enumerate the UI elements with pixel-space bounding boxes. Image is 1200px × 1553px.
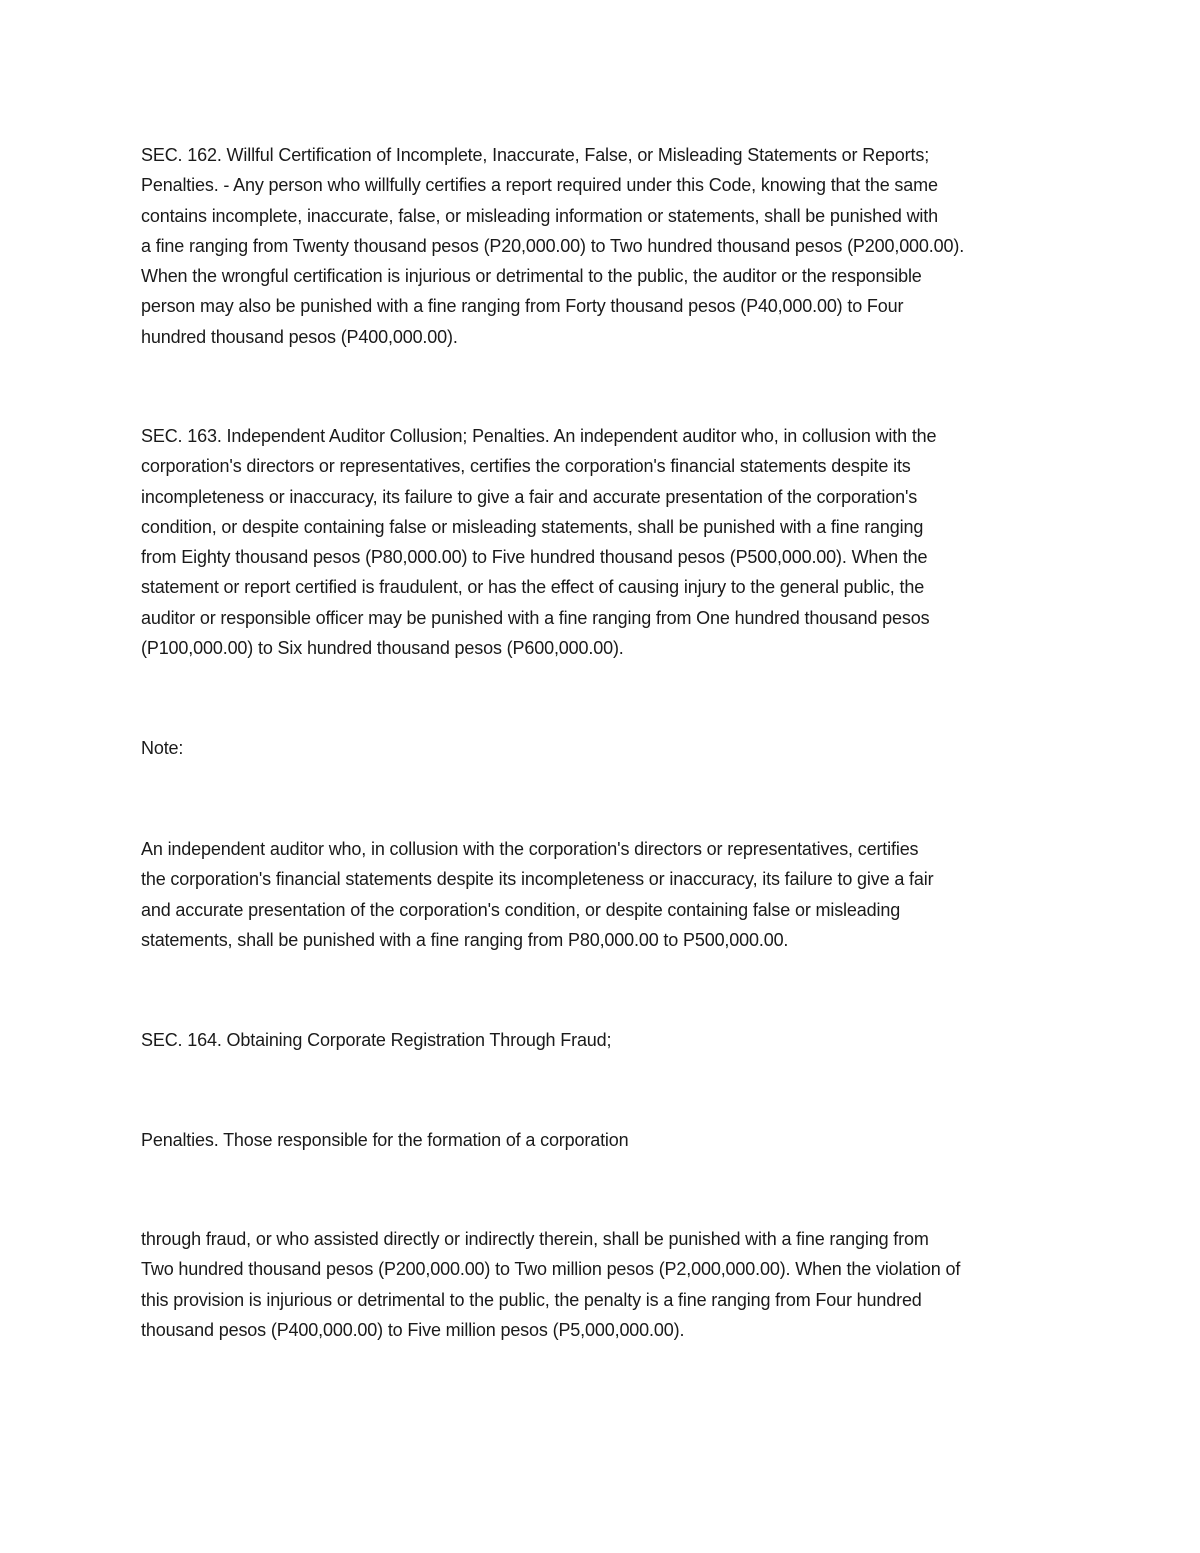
sec-163-paragraph <box>141 421 1081 663</box>
paragraph-line: Penalties. - Any person who willfully certifies a report required under this Code, knowing that the same <box>141 175 938 196</box>
paragraph-line: SEC. 162. Willful Certification of Incomplete, Inaccurate, False, or Misleading Statements or Reports; <box>141 145 930 165</box>
paragraph-line: from Eighty thousand pesos (P80,000.00) to Five hundred thousand pesos (P500,000.00). When the <box>141 547 928 568</box>
paragraph-line: An independent auditor who, in collusion with the corporation's directors or representatives, certifies <box>141 839 919 859</box>
paragraph-line: incompleteness or inaccuracy, its failure to give a fair and accurate presentation of the corporation's <box>141 486 918 507</box>
sec-162-paragraph <box>141 140 1081 352</box>
paragraph-line: hundred thousand pesos (P400,000.00). <box>141 326 458 347</box>
paragraph-line: (P100,000.00) to Six hundred thousand pesos (P600,000.00). <box>141 638 624 659</box>
paragraph-line: contains incomplete, inaccurate, false, or misleading information or statements, shall be punished with <box>141 205 938 226</box>
paragraph-line: this provision is injurious or detrimental to the public, the penalty is a fine ranging from Four hundred <box>141 1289 922 1310</box>
note-paragraph <box>141 834 1081 955</box>
sec-164-title: SEC. 164. Obtaining Corporate Registration Through Fraud; <box>141 1030 612 1050</box>
paragraph-line: and accurate presentation of the corporation's condition, or despite containing false or misleading <box>141 899 901 920</box>
paragraph-line: Two hundred thousand pesos (P200,000.00) to Two million pesos (P2,000,000.00). When the violation of <box>141 1259 961 1280</box>
paragraph-line: auditor or responsible officer may be punished with a fine ranging from One hundred thousand pesos <box>141 607 930 628</box>
paragraph-line: through fraud, or who assisted directly or indirectly therein, shall be punished with a fine ranging from <box>141 1229 929 1249</box>
sec-164-paragraph <box>141 1224 1081 1345</box>
paragraph-line: statements, shall be punished with a fine ranging from P80,000.00 to P500,000.00. <box>141 929 789 950</box>
paragraph-line: the corporation's financial statements despite its incompleteness or inaccuracy, its failure to give a fair <box>141 869 934 890</box>
sec-164-title-block <box>141 1025 1081 1055</box>
paragraph-line: a fine ranging from Twenty thousand pesos (P20,000.00) to Two hundred thousand pesos (P200,000.00). <box>141 235 965 256</box>
note-heading: Note: <box>141 738 184 758</box>
sec-164-penalties: Penalties. Those responsible for the formation of a corporation <box>141 1130 629 1150</box>
paragraph-line: condition, or despite containing false or misleading statements, shall be punished with a fine ranging <box>141 516 924 537</box>
paragraph-line: statement or report certified is fraudulent, or has the effect of causing injury to the general public, the <box>141 577 925 598</box>
paragraph-line: corporation's directors or representatives, certifies the corporation's financial statements despite its <box>141 456 911 477</box>
paragraph-line: thousand pesos (P400,000.00) to Five million pesos (P5,000,000.00). <box>141 1319 685 1340</box>
sec-164-penalties-block <box>141 1125 1081 1155</box>
paragraph-line: person may also be punished with a fine ranging from Forty thousand pesos (P40,000.00) to Four <box>141 296 904 317</box>
paragraph-line: When the wrongful certification is injurious or detrimental to the public, the auditor or the responsible <box>141 266 922 287</box>
note-heading-block <box>141 733 1081 763</box>
paragraph-line: SEC. 163. Independent Auditor Collusion; Penalties. An independent auditor who, in collusion with the <box>141 426 937 446</box>
